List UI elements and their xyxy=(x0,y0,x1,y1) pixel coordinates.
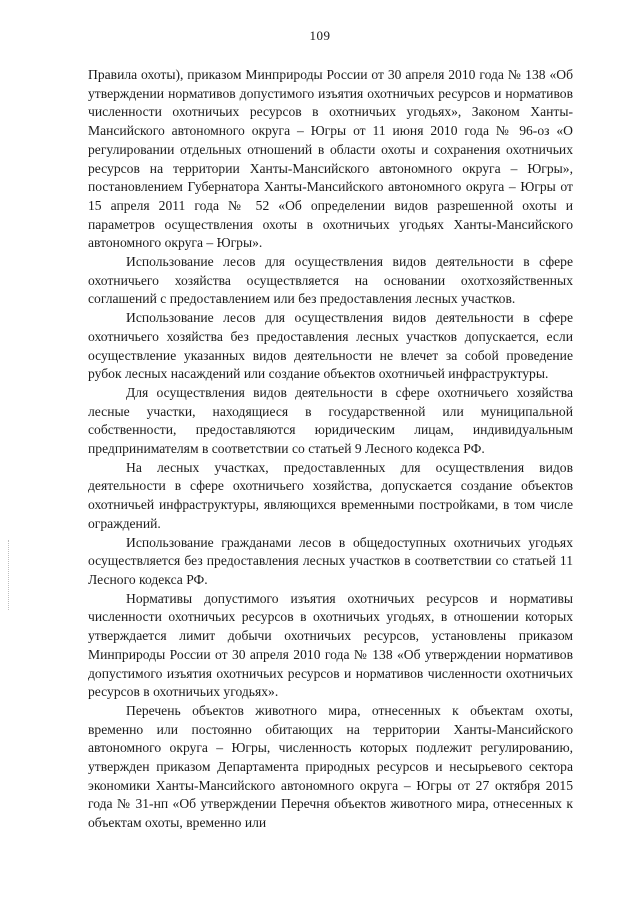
paragraph-3: Использование лесов для осуществления видов деятельности в сфере охотничьего хозяйства без предоставления лесных участков допускается, если осуществление указанных видов деятельности не влечет за собой проведение рубок лесных насаждений или создание объектов охотничьей инфраструктуры. xyxy=(88,310,573,382)
scan-artifact-mark xyxy=(8,540,13,610)
paragraph-2: Использование лесов для осуществления видов деятельности в сфере охотничьего хозяйства осуществляется на основании охотхозяйственных соглашений с предоставлением или без предоставления лесных участков. xyxy=(88,254,573,307)
paragraph-5: На лесных участках, предоставленных для осуществления видов деятельности в сфере охотничьего хозяйства, допускается создание объектов охотничьей инфраструктуры, являющихся временными постройками, в том числе ограждений. xyxy=(88,459,573,531)
document-body xyxy=(88,66,573,833)
page-number: 109 xyxy=(309,28,331,43)
paragraph-1: Правила охоты), приказом Минприроды России от 30 апреля 2010 года № 138 «Об утверждении нормативов допустимого изъятия охотничьих ресурсов и нормативов численности охотничьих ресурсов в охотничьих угодьях», Законом Ханты-Мансийского автономного округа – Югры от 11 июня 2010 года № 96-оз «О регулировании отдельных отношений в области охоты и сохранения охотничьих ресурсов на территории Ханты-Мансийского автономного округа – Югры», постановлением Губернатора Ханты-Мансийского автономного округа – Югры от 15 апреля 2011 года № 52 «Об определении видов разрешенной охоты и параметров осуществления охоты в охотничьих угодьях Ханты-Мансийского автономного округа – Югры». xyxy=(88,67,573,251)
paragraph-4: Для осуществления видов деятельности в сфере охотничьего хозяйства лесные участки, находящиеся в государственной или муниципальной собственности, предоставляются юридическим лицам, индивидуальным предпринимателям в соответствии со статьей 9 Лесного кодекса РФ. xyxy=(88,384,573,457)
paragraph-8: Перечень объектов животного мира, отнесенных к объектам охоты, временно или постоянно обитающих на территории Ханты-Мансийского автономного округа – Югры, численность которых подлежит регулированию, утвержден приказом Департамента природных ресурсов и несырьевого сектора экономики Ханты-Мансийского автономного округа – Югры от 27 октября 2015 года № 31-нп «Об утверждении Перечня объектов животного мира, отнесенных к объектам охоты, временно или xyxy=(88,702,573,831)
paragraph-7: Нормативы допустимого изъятия охотничьих ресурсов и нормативы численности охотничьих ресурсов в охотничьих угодьях, в отношении которых утверждается лимит добычи охотничьих ресурсов, установлены приказом Минприроды России от 30 апреля 2010 года № 138 «Об утверждении нормативов допустимого изъятия охотничьих ресурсов и нормативов численности охотничьих ресурсов в охотничьих угодьях». xyxy=(88,590,573,700)
paragraph-6: Использование гражданами лесов в общедоступных охотничьих угодьях осуществляется без предоставления лесных участков в соответствии со статьей 11 Лесного кодекса РФ. xyxy=(88,534,573,587)
